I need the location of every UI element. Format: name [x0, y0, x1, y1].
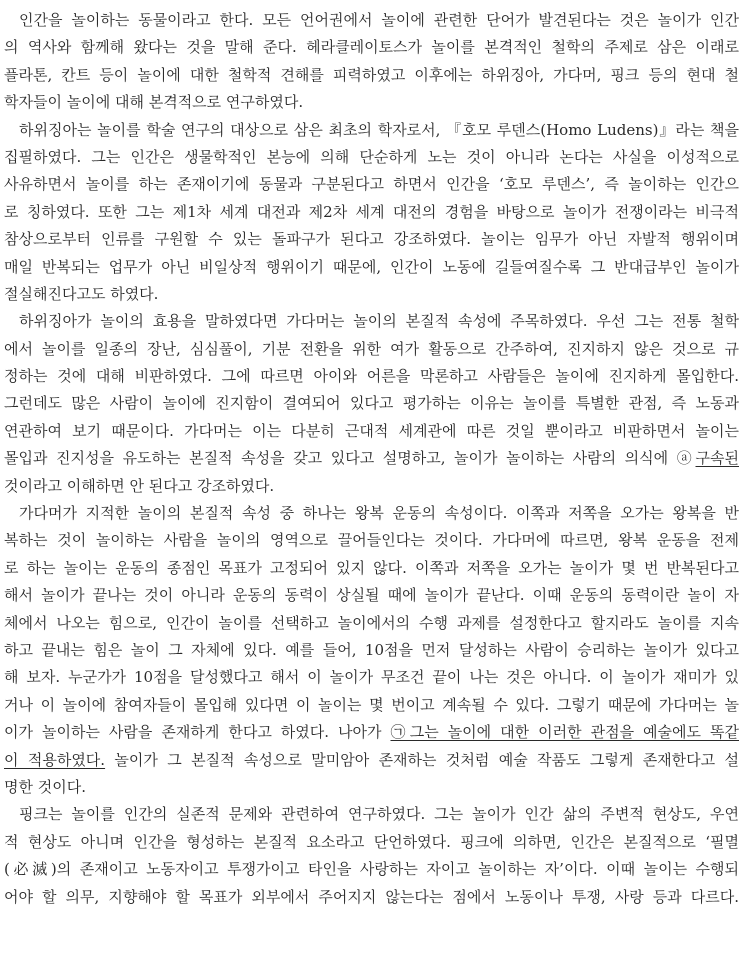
text-segment: 복하는 것이 놀이하는 사람을 놀이의 영역으로 끌어들인다는 것이다. 가다머에 따르면, 왕복 운동을 전제 [4, 531, 739, 550]
text-line [4, 856, 739, 883]
text-line [4, 281, 739, 308]
text-line [4, 171, 739, 198]
text-segment: 인간을 놀이하는 동물이라고 한다. 모든 언어권에서 놀이에 관련한 단어가 발견된다는 것은 놀이가 인간 [19, 11, 739, 29]
underlined-text: 구속된 [695, 449, 739, 468]
text-line [4, 582, 739, 609]
text-line [4, 829, 739, 856]
text-segment: 집필하였다. 그는 인간은 생물학적인 본능에 의해 단순하게 노는 것이 아니라 논다는 사실을 이성적으로 [4, 147, 739, 166]
passage [4, 7, 739, 911]
text-line [4, 527, 739, 554]
text-line [4, 555, 739, 582]
text-segment: 몰입과 진지성을 유도하는 본질적 속성을 갖고 있다고 설명하고, 놀이가 놀이하는 사람의 의식에 ⓐ [4, 449, 696, 468]
text-segment: 적 현상도 아니며 인간을 형성하는 본질적 요소라고 단언하였다. 핑크에 의하면, 인간은 본질적으로 ‘필멸 [4, 832, 739, 851]
paragraph [4, 500, 739, 801]
paragraph [4, 117, 739, 309]
text-segment: 매일 반복되는 업무가 아닌 비일상적 행위이기 때문에, 인간이 노동에 길들여질수록 그 반대급부인 놀이가 [4, 257, 739, 276]
text-segment: 이가 놀이하는 사람을 존재하게 한다고 하였다. 나아가 [4, 723, 391, 742]
text-line [4, 774, 739, 801]
text-line [4, 62, 739, 89]
text-segment: (必滅)의 존재이고 노동자이고 투쟁가이고 타인을 사랑하는 자이고 놀이하는 자’이다. 이때 놀이는 수행되 [4, 860, 739, 879]
text-line [4, 144, 739, 171]
text-segment: 어야 할 의무, 지향해야 할 목표가 외부에서 주어지지 않는다는 점에서 노동이나 투쟁, 사랑 등과 다르다. [4, 887, 739, 906]
text-segment: 정하는 것에 대해 비판하였다. 그에 따르면 아이와 어른을 막론하고 사람들은 놀이에 진지하게 몰입한다. [4, 367, 739, 386]
text-segment: 의 역사와 함께해 왔다는 것을 말해 준다. 헤라클레이토스가 놀이를 본격적인 철학의 주제로 삼은 이래로 [4, 38, 739, 57]
text-line [4, 664, 739, 691]
text-segment: 명한 것이다. [4, 777, 86, 796]
text-segment: 그런데도 많은 사람이 놀이에 진지함이 결여되어 있다고 평가하는 이유는 놀이를 특별한 관점, 즉 노동과 [4, 394, 739, 413]
text-segment: 해서 놀이가 끝나는 것이 아니라 운동의 동력이 상실될 때에 놀이가 끝난다. 이때 운동의 동력이란 놀이 자 [4, 586, 739, 605]
text-segment: 참상으로부터 인류를 구원할 수 있는 돌파구가 된다고 강조하였다. 놀이는 임무가 아닌 자발적 행위이며 [4, 230, 739, 249]
text-segment: 연관하여 보기 때문이다. 가다머는 이는 다분히 근대적 세계관에 따른 것일 뿐이라고 비판하면서 놀이는 [4, 421, 739, 440]
text-line [4, 418, 739, 445]
text-segment: 놀이가 그 본질적 속성으로 말미암아 존재하는 것처럼 예술 작품도 그렇게 존재한다고 설 [105, 750, 739, 769]
text-line [4, 500, 739, 527]
text-segment: 하위징아가 놀이의 효용을 말하였다면 가다머는 놀이의 본질적 속성에 주목하였다. 우선 그는 전통 철학 [19, 312, 739, 331]
underlined-text: ㉠그는 놀이에 대한 이러한 관점을 예술에도 똑같 [390, 723, 739, 742]
text-line [4, 199, 739, 226]
text-segment: 사유하면서 놀이를 하는 존재이기에 동물과 구분된다고 하면서 인간을 ‘호모 루덴스’, 즉 놀이하는 인간으 [4, 175, 739, 194]
text-line [4, 34, 739, 61]
text-line [4, 254, 739, 281]
text-segment: 체에서 나오는 힘으로, 인간이 놀이를 선택하고 놀이에서의 수행 과제를 설정한다고 할지라도 놀이를 지속 [4, 613, 739, 632]
text-segment: 거나 이 놀이에 참여자들이 몰입해 있다면 이 놀이는 몇 번이고 계속될 수 있다. 그렇기 때문에 가다머는 놀 [4, 695, 739, 714]
text-line [4, 363, 739, 390]
paragraph [4, 308, 739, 500]
text-line [4, 884, 739, 911]
text-line [4, 719, 739, 746]
text-segment: 하고 끝내는 힘은 놀이 그 자체에 있다. 예를 들어, 10점을 먼저 달성하는 사람이 승리하는 놀이가 있다고 [4, 640, 739, 659]
text-line [4, 117, 739, 144]
text-line [4, 7, 739, 34]
paragraph [4, 801, 739, 911]
text-segment: 학자들이 놀이에 대해 본격적으로 연구하였다. [4, 93, 304, 112]
text-line [4, 336, 739, 363]
text-line [4, 801, 739, 828]
paragraph [4, 7, 739, 117]
text-segment: 로 칭하였다. 또한 그는 제1차 세계 대전과 제2차 세계 대전의 경험을 바탕으로 놀이가 전쟁이라는 비극적 [4, 202, 739, 221]
text-line [4, 308, 739, 335]
text-line [4, 473, 739, 500]
text-line [4, 747, 739, 774]
text-segment: 로 하는 놀이는 운동의 종점인 목표가 고정되어 있지 않다. 이쪽과 저쪽을 오가는 놀이가 몇 번 반복된다고 [4, 558, 739, 577]
text-segment: 플라톤, 칸트 등이 놀이에 대한 철학적 견해를 피력하였고 이후에는 하위징아, 가다머, 핑크 등의 현대 철 [4, 65, 739, 84]
text-line [4, 610, 739, 637]
text-line [4, 226, 739, 253]
text-segment: 절실해진다고도 하였다. [4, 284, 159, 303]
text-segment: 해 보자. 누군가가 10점을 달성했다고 해서 이 놀이가 무조건 끝이 나는 것은 아니다. 이 놀이가 재미가 있 [4, 668, 739, 687]
text-line [4, 89, 739, 116]
text-segment: 에서 놀이를 일종의 장난, 심심풀이, 기분 전환을 위한 여가 활동으로 간주하여, 진지하지 않은 것으로 규 [4, 339, 739, 358]
text-line [4, 390, 739, 417]
text-segment: 것이라고 이해하면 안 된다고 강조하였다. [4, 476, 275, 495]
text-segment: 하위징아는 놀이를 학술 연구의 대상으로 삼은 최초의 학자로서, 『호모 루덴스(Homo Ludens)』라는 책을 [19, 120, 739, 139]
text-line [4, 692, 739, 719]
text-line [4, 637, 739, 664]
text-segment: 가다머가 지적한 놀이의 본질적 속성 중 하나는 왕복 운동의 속성이다. 이쪽과 저쪽을 오가는 왕복을 반 [19, 504, 739, 523]
text-line [4, 445, 739, 472]
underlined-text: 이 적용하였다. [4, 750, 106, 769]
text-segment: 핑크는 놀이를 인간의 실존적 문제와 관련하여 연구하였다. 그는 놀이가 인간 삶의 주변적 현상도, 우연 [19, 805, 739, 824]
